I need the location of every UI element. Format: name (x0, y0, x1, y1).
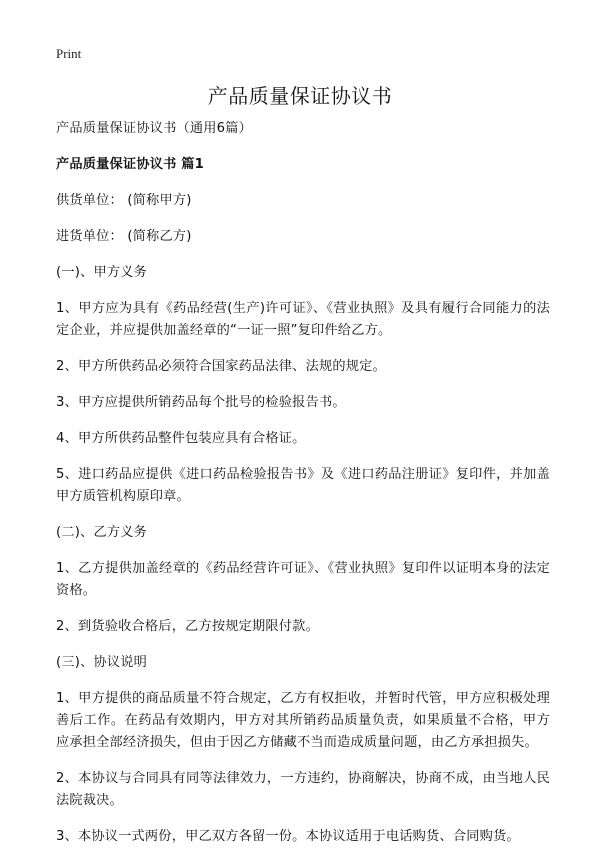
paragraph-a-5: 5、进口药品应提供《进口药品检验报告书》及《进口药品注册证》复印件，并加盖甲方质管机构原印章。 (56, 467, 550, 504)
paragraph-a-4: 4、甲方所供药品整件包装应具有合格证。 (56, 431, 306, 446)
paragraph-buyer: 进货单位： (简称乙方) (56, 229, 192, 244)
paragraph-b-1: 1、乙方提供加盖经章的《药品经营许可证》、《营业执照》复印件以证明本身的法定资格。 (56, 561, 550, 598)
paragraph-c-3: 3、本协议一式两份，甲乙双方各留一份。本协议适用于电话购货、合同购货。 (56, 829, 520, 844)
subheading-agreement-notes: (三)、协议说明 (56, 655, 148, 670)
paragraph-b-2: 2、到货验收合格后，乙方按规定期限付款。 (56, 619, 319, 634)
paragraph-c-1: 1、甲方提供的商品质量不符合规定，乙方有权拒收，并暂时代管，甲方应积极处理善后工作。在药品有效期内，甲方对其所销药品质量负责，如果质量不合格，甲方应承担全部经济损失，但由于因乙方储藏不当而造成质量问题，由乙方承担损失。 (56, 691, 550, 750)
paragraph-a-2: 2、甲方所供药品必须符合国家药品法律、法规的规定。 (56, 359, 386, 374)
section-heading: 产品质量保证协议书 篇1 (56, 157, 205, 172)
paragraph-subtitle: 产品质量保证协议书（通用6篇） (56, 121, 253, 136)
paragraph-a-3: 3、甲方应提供所销药品每个批号的检验报告书。 (56, 395, 346, 410)
document-body (56, 118, 550, 862)
subheading-party-b-duties: (二)、乙方义务 (56, 525, 148, 540)
paragraph-a-1: 1、甲方应为具有《药品经营(生产)许可证》、《营业执照》及具有履行合同能力的法定企业，并应提供加盖经章的“一证一照”复印件给乙方。 (56, 301, 550, 338)
document-title: 产品质量保证协议书 (207, 84, 393, 108)
paragraph-c-2: 2、本协议与合同具有同等法律效力，一方违约，协商解决，协商不成，由当地人民法院裁决。 (56, 771, 550, 808)
paragraph-supplier: 供货单位： (简称甲方) (56, 193, 192, 208)
subheading-party-a-duties: (一)、甲方义务 (56, 265, 148, 280)
print-label: Print (56, 46, 82, 61)
